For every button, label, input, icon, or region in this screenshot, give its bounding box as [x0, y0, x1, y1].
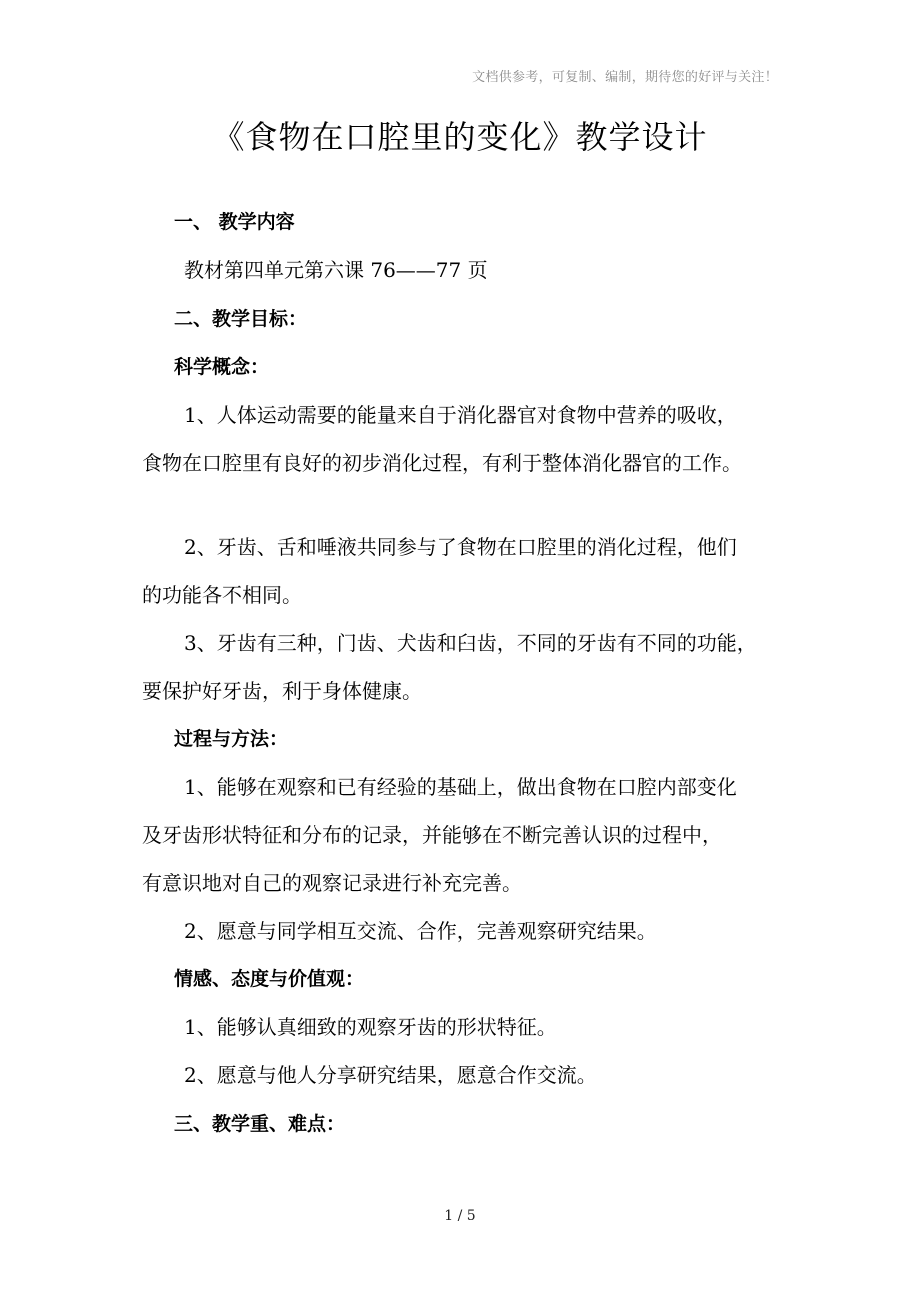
- teaching-content-text: 教材第四单元第六课 76——77 页: [184, 258, 488, 282]
- concept-item-2-line-1: 2、牙齿、舌和唾液共同参与了食物在口腔里的消化过程，他们: [184, 535, 737, 559]
- concept-item-3-line-2: 要保护好牙齿，利于身体健康。: [142, 679, 422, 703]
- process-item-2: 2、愿意与同学相互交流、合作，完善观察研究结果。: [184, 919, 657, 943]
- process-item-1-line-3: 有意识地对自己的观察记录进行补充完善。: [142, 871, 522, 895]
- section-heading-teaching-goals: 二、教学目标：: [174, 308, 308, 330]
- header-note: 文档供参考，可复制、编制，期待您的好评与关注！: [472, 70, 778, 85]
- subheading-science-concepts: 科学概念：: [174, 356, 270, 378]
- subheading-attitude-values: 情感、态度与价值观：: [174, 968, 365, 990]
- process-item-1-line-2: 及牙齿形状特征和分布的记录，并能够在不断完善认识的过程中，: [142, 823, 722, 847]
- concept-item-2-line-2: 的功能各不相同。: [142, 583, 302, 607]
- subheading-process-methods: 过程与方法：: [174, 728, 289, 750]
- attitude-item-1: 1、能够认真细致的观察牙齿的形状特征。: [184, 1015, 557, 1039]
- section-heading-key-difficulties: 三、教学重、难点：: [174, 1113, 346, 1135]
- document-title: 《食物在口腔里的变化》教学设计: [212, 118, 708, 156]
- process-item-1-line-1: 1、能够在观察和已有经验的基础上，做出食物在口腔内部变化: [184, 775, 737, 799]
- attitude-item-2: 2、愿意与他人分享研究结果，愿意合作交流。: [184, 1063, 597, 1087]
- page-indicator: 1 / 5: [444, 1208, 476, 1224]
- section-heading-teaching-content: 一、 教学内容: [174, 211, 295, 233]
- concept-item-3-line-1: 3、牙齿有三种，门齿、犬齿和臼齿，不同的牙齿有不同的功能，: [184, 631, 757, 655]
- concept-item-1-line-1: 1、人体运动需要的能量来自于消化器官对食物中营养的吸收，: [184, 403, 737, 427]
- concept-item-1-line-2: 食物在口腔里有良好的初步消化过程，有利于整体消化器官的工作。: [142, 451, 742, 475]
